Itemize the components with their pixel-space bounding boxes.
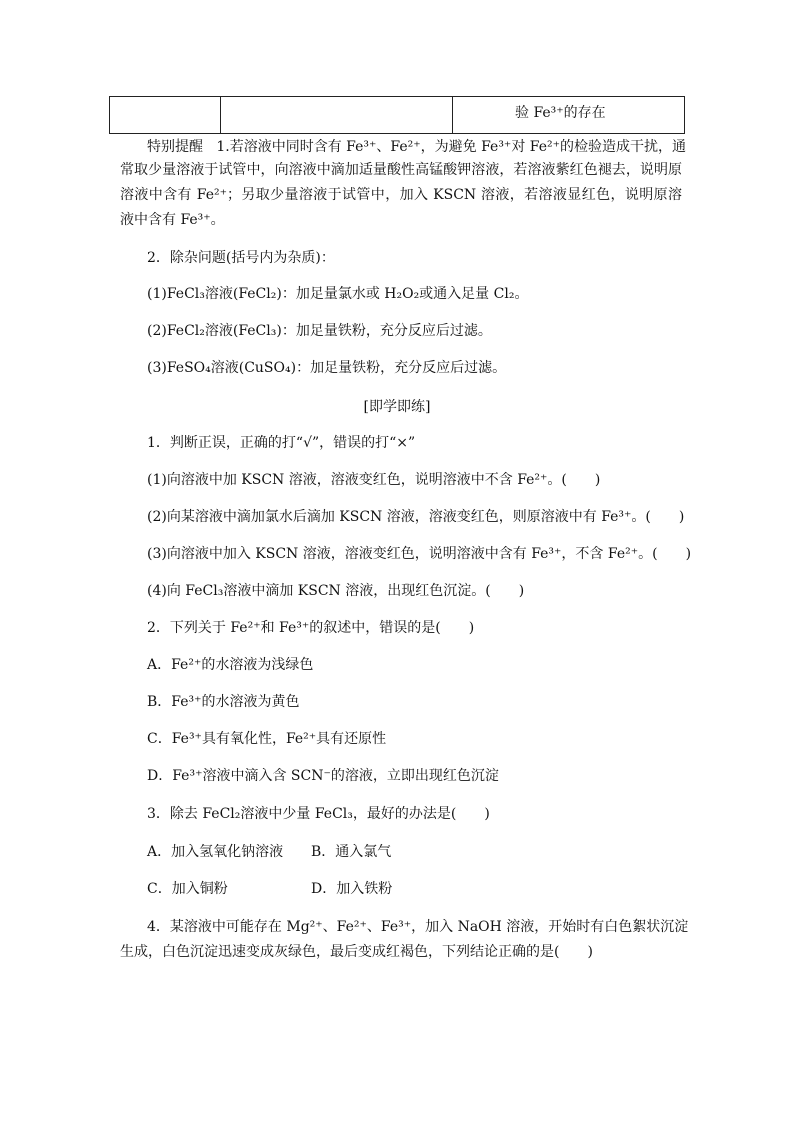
q2-option-b: B．Fe³⁺的水溶液为黄色 <box>147 694 300 710</box>
q3-option-c: C．加入铜粉 <box>147 881 228 897</box>
q1-item-2: (2)向某溶液中滴加氯水后滴加 KSCN 溶液，溶液变红色，则原溶液中有 Fe³⁺。( ) <box>147 509 685 525</box>
q2-option-a: A．Fe²⁺的水溶液为浅绿色 <box>147 657 314 673</box>
table-cell-1 <box>110 97 221 133</box>
table-cell-3-text: 验 Fe³⁺的存在 <box>515 105 606 121</box>
tip-first-line <box>147 137 686 157</box>
q3-stem: 3．除去 FeCl₂溶液中少量 FeCl₃，最好的办法是( ) <box>147 806 490 822</box>
q1-item-4: (4)向 FeCl₃溶液中滴加 KSCN 溶液，出现红色沉淀。( ) <box>147 583 525 599</box>
q2-option-c: C．Fe³⁺具有氧化性，Fe²⁺具有还原性 <box>147 731 387 747</box>
q4-stem-line-2: 生成，白色沉淀迅速变成灰绿色，最后变成红褐色，下列结论正确的是( ) <box>120 944 593 960</box>
q3-option-d: D．加入铁粉 <box>311 881 393 897</box>
q2-stem: 2．下列关于 Fe²⁺和 Fe³⁺的叙述中，错误的是( ) <box>147 620 475 636</box>
tip-paragraph-2-title: 2．除杂问题(括号内为杂质)： <box>147 250 335 266</box>
q1-stem: 1．判断正误，正确的打“√”，错误的打“×” <box>147 435 416 451</box>
tip-label: 特别提醒 <box>147 139 203 155</box>
tip-paragraph-1-first: 1.若溶液中同时含有 Fe³⁺、Fe²⁺，为避免 Fe³⁺对 Fe²⁺的检验造成干扰，通 <box>216 139 687 155</box>
q1-item-1: (1)向溶液中加 KSCN 溶液，溶液变红色，说明溶液中不含 Fe²⁺。( ) <box>147 472 601 488</box>
q4-stem-line-1: 4．某溶液中可能存在 Mg²⁺、Fe²⁺、Fe³⁺，加入 NaOH 溶液，开始时有白色絮状沉淀 <box>147 919 689 935</box>
tip-item-2: (2)FeCl₂溶液(FeCl₃)：加足量铁粉，充分反应后过滤。 <box>147 323 492 339</box>
tip-item-1: (1)FeCl₃溶液(FeCl₂)：加足量氯水或 H₂O₂或通入足量 Cl₂。 <box>147 286 529 302</box>
q3-option-b: B．通入氯气 <box>311 844 392 860</box>
q2-option-d: D．Fe³⁺溶液中滴入含 SCN⁻的溶液，立即出现红色沉淀 <box>147 768 499 784</box>
tip-paragraph-1-rest: 常取少量溶液于试管中，向溶液中滴加适量酸性高锰酸钾溶液，若溶液紫红色褪去，说明原溶液中含有 Fe²⁺；另取少量溶液于试管中，加入 KSCN 溶液，若溶液显红色，说明原溶液中含有 Fe³⁺。 <box>120 162 682 228</box>
section-title: [即学即练] <box>363 399 431 415</box>
q1-item-3: (3)向溶液中加入 KSCN 溶液，溶液变红色，说明溶液中含有 Fe³⁺，不含 Fe²⁺。( ) <box>147 546 692 562</box>
q3-option-a: A．加入氢氧化钠溶液 <box>147 844 284 860</box>
tip-item-3: (3)FeSO₄溶液(CuSO₄)：加足量铁粉，充分反应后过滤。 <box>147 360 507 376</box>
top-table-fragment <box>109 96 685 134</box>
table-cell-3 <box>453 97 684 133</box>
table-cell-2 <box>221 97 453 133</box>
